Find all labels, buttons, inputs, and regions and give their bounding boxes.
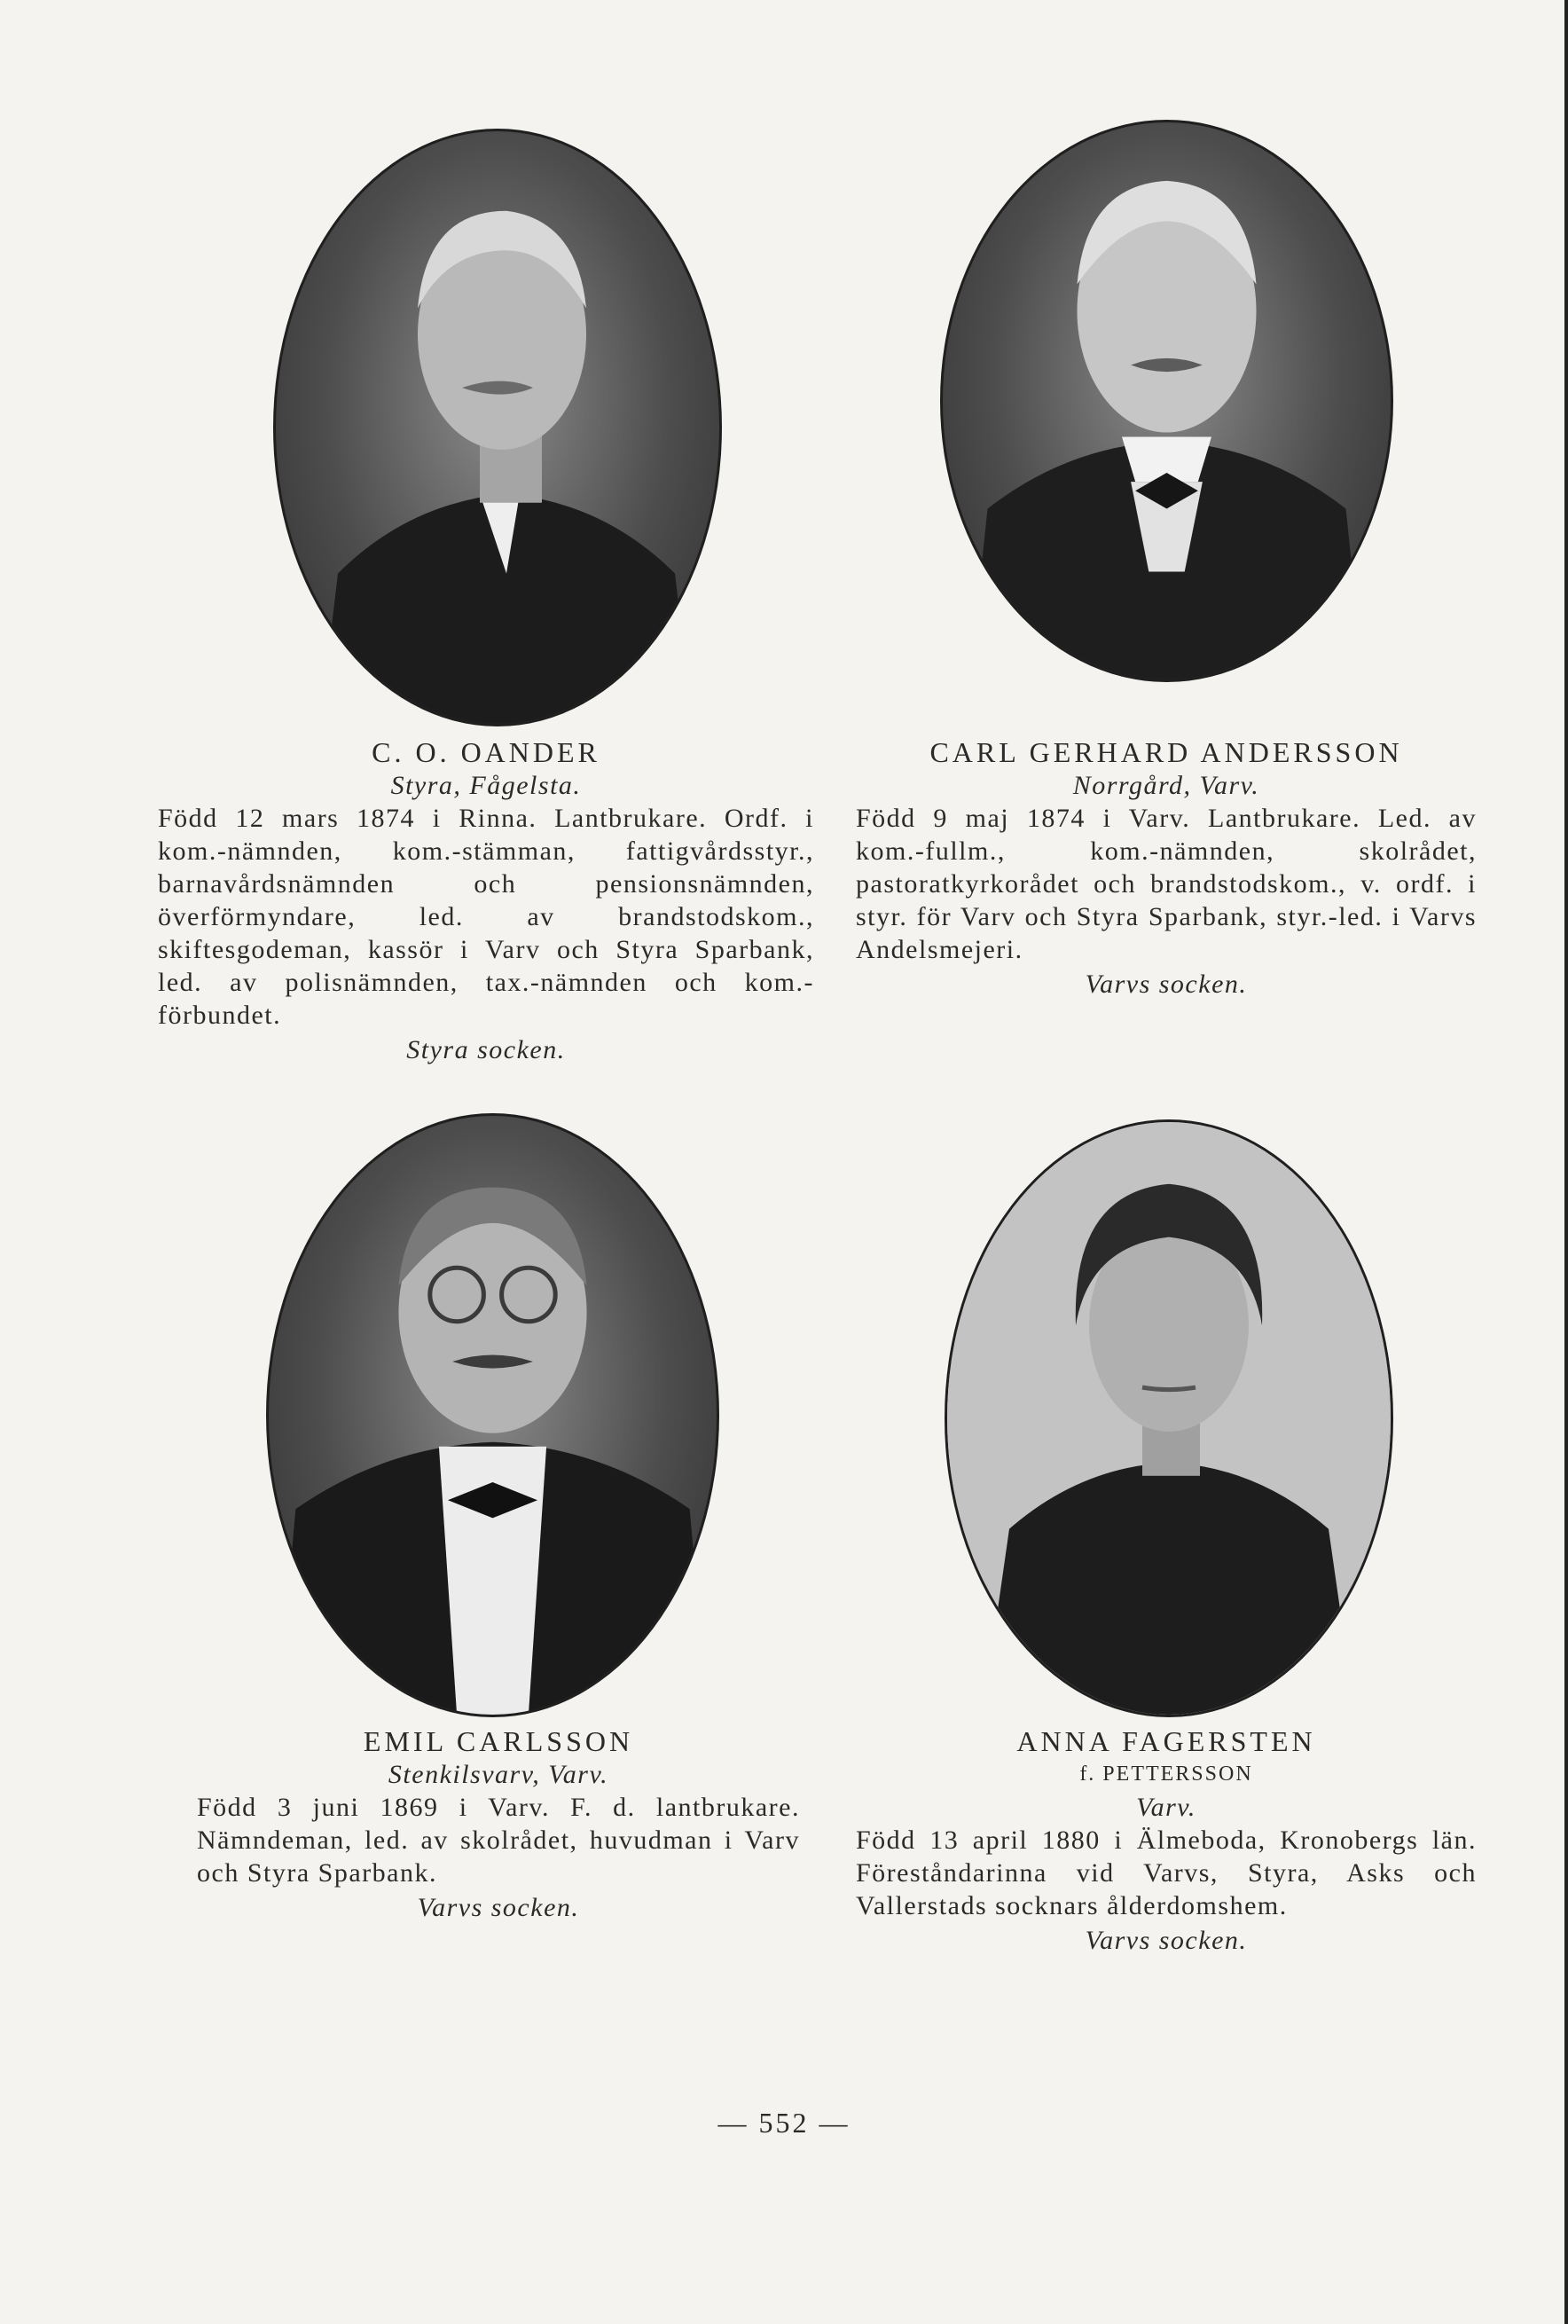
person-bio: Född 13 april 1880 i Älmeboda, Kronobergs län. Föreståndarinna vid Varvs, Styra, Asks och Vallerstads socknars ålderdomshem. [856, 1825, 1477, 1920]
page-number: — 552 — [717, 2107, 851, 2139]
person-bio: Född 9 maj 1874 i Varv. Lantbrukare. Led. av kom.-fullm., kom.-nämnden, skolrådet, pastoratkyrkorådet och brandstodskom., v. ordf. i styr. för Varv och Styra Sparbank, styr.-led. i Varvs Andelsmejeri. [856, 804, 1477, 964]
portrait-carlsson [266, 1113, 719, 1717]
person-place: Styra, Fågelsta. [390, 771, 582, 800]
person-maiden-name: f. PETTERSSON [1079, 1763, 1253, 1786]
person-name: C. O. OANDER [372, 736, 600, 768]
person-parish: Varvs socken. [417, 1893, 580, 1922]
person-name: ANNA FAGERSTEN [1016, 1725, 1316, 1757]
person-place: Norrgård, Varv. [1072, 771, 1260, 800]
entry-andersson [856, 736, 1477, 1001]
person-name: CARL GERHARD ANDERSSON [929, 736, 1403, 768]
entry-carlsson [197, 1725, 800, 1924]
person-bio: Född 12 mars 1874 i Rinna. Lantbrukare. Ordf. i kom.-nämnden, kom.-stämman, fattigvårdsstyr., barnavårdsnämnden och pensionsnämnden, överförmyndare, led. av brandstodskom., skiftesgodeman, kassör i Varv och Styra Sparbank, led. av polisnämnden, tax.-nämnden och kom.-förbundet. [158, 804, 814, 1030]
entry-fagersten [856, 1725, 1477, 1957]
entry-oander [158, 736, 814, 1066]
portrait-andersson [940, 120, 1393, 682]
person-parish: Styra socken. [406, 1035, 566, 1064]
person-bio: Född 3 juni 1869 i Varv. F. d. lantbrukare. Nämndeman, led. av skolrådet, huvudman i Varv och Styra Sparbank. [197, 1793, 800, 1888]
person-place: Stenkilsvarv, Varv. [388, 1760, 609, 1789]
person-parish: Varvs socken. [1085, 1926, 1248, 1955]
person-parish: Varvs socken. [1085, 970, 1248, 999]
page-edge [1564, 0, 1568, 2324]
person-place: Varv. [1136, 1793, 1196, 1822]
person-name: EMIL CARLSSON [363, 1725, 634, 1757]
portrait-fagersten [945, 1119, 1393, 1717]
portrait-oander [273, 129, 722, 726]
